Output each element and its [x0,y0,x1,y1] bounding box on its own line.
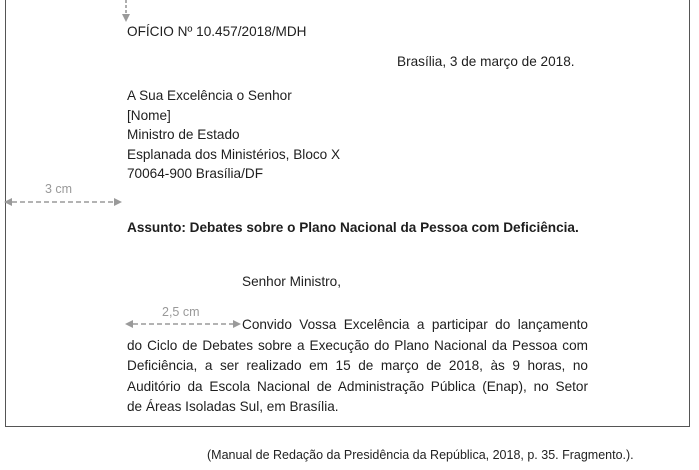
body-line: Auditório da Escola Nacional de Administração Pública (Enap), no Setor [127,378,588,394]
recipient-line: 70064-900 Brasília/DF [127,166,264,181]
recipient-line: [Nome] [127,107,171,123]
source-caption: (Manual de Redação da Presidência da República, 2018, p. 35. Fragmento.). [207,448,634,462]
subject-line: Assunto: Debates sobre o Plano Nacional da Pessoa com Deficiência. [127,220,579,235]
margin-label: 3 cm [45,182,73,196]
body-paragraph [127,315,588,418]
salutation: Senhor Ministro, [242,274,341,289]
body-line: Convido Vossa Excelência a participar do lançamento [242,317,588,332]
recipient-line: A Sua Excelência o Senhor [127,88,292,103]
date-line: Brasília, 3 de março de 2018. [397,54,575,69]
body-line: do Ciclo de Debates sobre a Execução do Plano Nacional da Pessoa com [127,337,588,353]
recipient-line: Esplanada dos Ministérios, Bloco X [127,146,341,162]
indent-label: 2,5 cm [162,305,200,319]
letter-heading: OFÍCIO Nº 10.457/2018/MDH [127,24,307,39]
recipient-line: Ministro de Estado [127,127,240,142]
margin-dimension-arrow-icon [4,196,126,208]
body-line: de Áreas Isoladas Sul, em Brasília. [127,399,339,414]
body-line: Deficiência, a ser realizado em 15 de março de 2018, às 9 horas, no [127,358,588,373]
